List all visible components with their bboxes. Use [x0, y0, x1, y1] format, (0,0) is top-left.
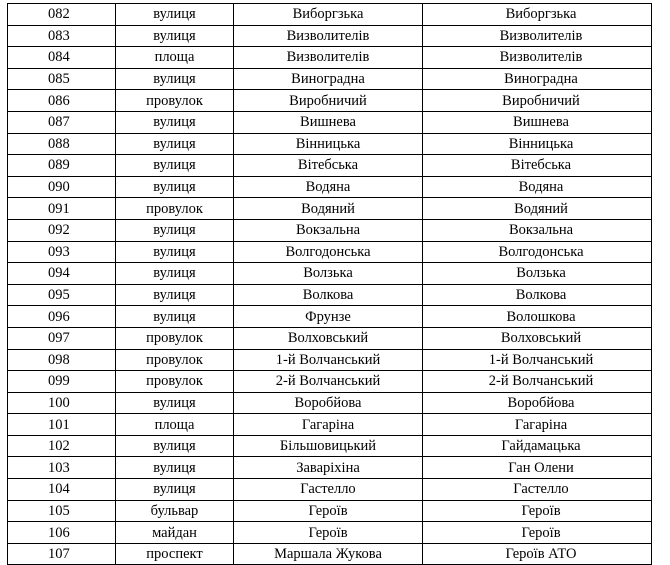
- row-new-name: Героїв: [423, 500, 652, 522]
- row-old-name: Вишнева: [234, 111, 423, 133]
- row-code: 090: [8, 176, 116, 198]
- row-old-name: Водяний: [234, 198, 423, 220]
- table-row: [8, 392, 652, 414]
- row-street-type: провулок: [116, 198, 234, 220]
- row-new-name: Виборгзька: [423, 4, 652, 26]
- table-row: [8, 176, 652, 198]
- row-code: 107: [8, 543, 116, 565]
- row-street-type: вулиця: [116, 25, 234, 47]
- row-code: 105: [8, 500, 116, 522]
- row-street-type: вулиця: [116, 176, 234, 198]
- row-new-name: Волкова: [423, 284, 652, 306]
- row-old-name: Більшовицький: [234, 435, 423, 457]
- table-row: [8, 479, 652, 501]
- row-old-name: Визволителів: [234, 25, 423, 47]
- table-row: [8, 306, 652, 328]
- row-street-type: провулок: [116, 90, 234, 112]
- row-code: 087: [8, 111, 116, 133]
- street-rename-table: [7, 3, 652, 565]
- row-street-type: вулиця: [116, 241, 234, 263]
- row-new-name: Героїв: [423, 522, 652, 544]
- row-old-name: 1-й Волчанський: [234, 349, 423, 371]
- row-old-name: Героїв: [234, 522, 423, 544]
- row-old-name: Героїв: [234, 500, 423, 522]
- table-row: [8, 133, 652, 155]
- row-code: 089: [8, 155, 116, 177]
- table-row: [8, 349, 652, 371]
- row-code: 101: [8, 414, 116, 436]
- table-row: [8, 371, 652, 393]
- row-new-name: Виноградна: [423, 68, 652, 90]
- row-new-name: Визволителів: [423, 47, 652, 69]
- row-new-name: Волховський: [423, 327, 652, 349]
- row-street-type: вулиця: [116, 263, 234, 285]
- table-row: [8, 435, 652, 457]
- table-row: [8, 457, 652, 479]
- row-code: 095: [8, 284, 116, 306]
- table-row: [8, 327, 652, 349]
- row-old-name: Виробничий: [234, 90, 423, 112]
- row-old-name: Волховський: [234, 327, 423, 349]
- row-new-name: Ган Олени: [423, 457, 652, 479]
- row-street-type: вулиця: [116, 219, 234, 241]
- row-new-name: Гайдамацька: [423, 435, 652, 457]
- table-row: [8, 155, 652, 177]
- row-street-type: провулок: [116, 327, 234, 349]
- row-street-type: вулиця: [116, 155, 234, 177]
- row-new-name: Вишнева: [423, 111, 652, 133]
- row-new-name: Воробйова: [423, 392, 652, 414]
- row-old-name: Виноградна: [234, 68, 423, 90]
- row-old-name: Визволителів: [234, 47, 423, 69]
- table-row: [8, 111, 652, 133]
- table-body: [8, 4, 652, 565]
- row-code: 084: [8, 47, 116, 69]
- row-old-name: Вокзальна: [234, 219, 423, 241]
- row-new-name: Вітебська: [423, 155, 652, 177]
- row-code: 098: [8, 349, 116, 371]
- row-old-name: Волзька: [234, 263, 423, 285]
- row-old-name: Волгодонська: [234, 241, 423, 263]
- row-code: 086: [8, 90, 116, 112]
- row-code: 096: [8, 306, 116, 328]
- table-row: [8, 263, 652, 285]
- row-code: 083: [8, 25, 116, 47]
- row-street-type: проспект: [116, 543, 234, 565]
- row-new-name: Визволителів: [423, 25, 652, 47]
- row-new-name: Героїв АТО: [423, 543, 652, 565]
- row-street-type: бульвар: [116, 500, 234, 522]
- row-new-name: Волзька: [423, 263, 652, 285]
- table-row: [8, 500, 652, 522]
- row-old-name: Гагаріна: [234, 414, 423, 436]
- row-old-name: Фрунзе: [234, 306, 423, 328]
- row-street-type: вулиця: [116, 435, 234, 457]
- row-street-type: вулиця: [116, 284, 234, 306]
- row-old-name: Вітебська: [234, 155, 423, 177]
- row-street-type: вулиця: [116, 4, 234, 26]
- row-new-name: Вінницька: [423, 133, 652, 155]
- row-old-name: Вінницька: [234, 133, 423, 155]
- table-row: [8, 543, 652, 565]
- row-new-name: Волошкова: [423, 306, 652, 328]
- table-row: [8, 4, 652, 26]
- row-code: 093: [8, 241, 116, 263]
- row-new-name: Водяна: [423, 176, 652, 198]
- row-code: 097: [8, 327, 116, 349]
- row-new-name: Виробничий: [423, 90, 652, 112]
- row-code: 091: [8, 198, 116, 220]
- row-street-type: вулиця: [116, 457, 234, 479]
- row-new-name: Гастелло: [423, 479, 652, 501]
- row-new-name: Волгодонська: [423, 241, 652, 263]
- row-code: 082: [8, 4, 116, 26]
- row-code: 102: [8, 435, 116, 457]
- row-street-type: вулиця: [116, 306, 234, 328]
- table-row: [8, 47, 652, 69]
- row-code: 104: [8, 479, 116, 501]
- row-code: 094: [8, 263, 116, 285]
- row-street-type: вулиця: [116, 133, 234, 155]
- table-row: [8, 198, 652, 220]
- table-row: [8, 241, 652, 263]
- row-street-type: вулиця: [116, 479, 234, 501]
- table-row: [8, 68, 652, 90]
- row-street-type: площа: [116, 414, 234, 436]
- row-old-name: Воробйова: [234, 392, 423, 414]
- row-old-name: Гастелло: [234, 479, 423, 501]
- row-old-name: Виборгзька: [234, 4, 423, 26]
- row-street-type: провулок: [116, 371, 234, 393]
- row-code: 103: [8, 457, 116, 479]
- row-new-name: Вокзальна: [423, 219, 652, 241]
- row-code: 092: [8, 219, 116, 241]
- row-old-name: Волкова: [234, 284, 423, 306]
- row-old-name: 2-й Волчанський: [234, 371, 423, 393]
- table-row: [8, 25, 652, 47]
- table-row: [8, 219, 652, 241]
- row-street-type: вулиця: [116, 111, 234, 133]
- table-row: [8, 414, 652, 436]
- row-street-type: майдан: [116, 522, 234, 544]
- table-row: [8, 284, 652, 306]
- row-new-name: 2-й Волчанський: [423, 371, 652, 393]
- row-old-name: Заваріхіна: [234, 457, 423, 479]
- row-old-name: Маршала Жукова: [234, 543, 423, 565]
- row-street-type: вулиця: [116, 68, 234, 90]
- row-street-type: площа: [116, 47, 234, 69]
- row-street-type: вулиця: [116, 392, 234, 414]
- table-row: [8, 90, 652, 112]
- row-old-name: Водяна: [234, 176, 423, 198]
- row-code: 106: [8, 522, 116, 544]
- row-code: 099: [8, 371, 116, 393]
- row-new-name: Водяний: [423, 198, 652, 220]
- row-code: 100: [8, 392, 116, 414]
- row-code: 085: [8, 68, 116, 90]
- row-street-type: провулок: [116, 349, 234, 371]
- table-row: [8, 522, 652, 544]
- row-code: 088: [8, 133, 116, 155]
- row-new-name: 1-й Волчанський: [423, 349, 652, 371]
- row-new-name: Гагаріна: [423, 414, 652, 436]
